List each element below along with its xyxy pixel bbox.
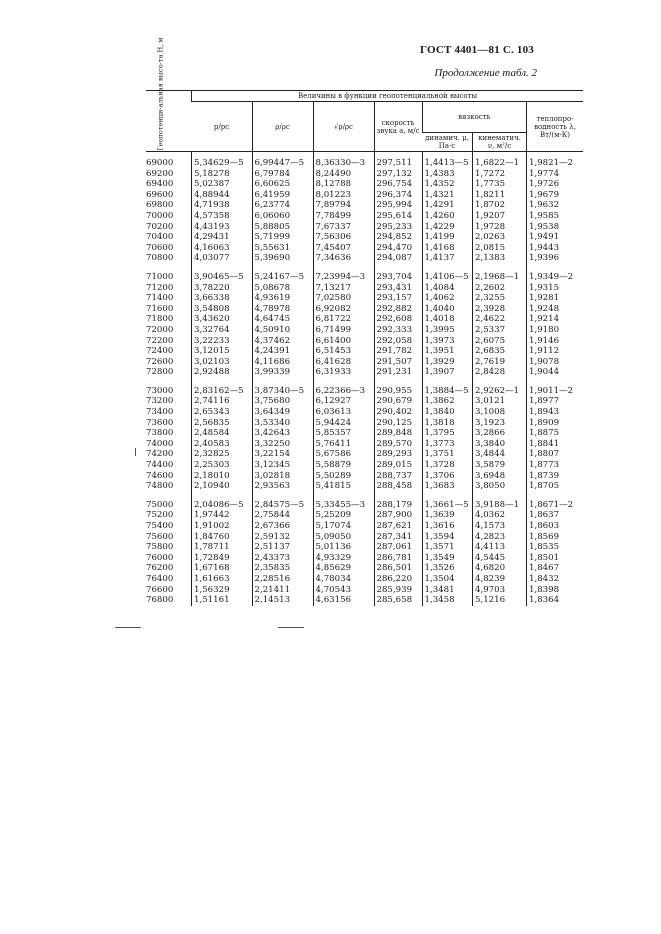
cell-sqrt-density-ratio: 7,23994—3 7,13217 7,02580 6,92082 6,81722 6,71499 6,61400 6,51453 6,41628 6,31933 bbox=[313, 264, 374, 378]
cell-density-ratio: 5,24167—5 5,08678 4,93619 4,78978 4,64745 4,50910 4,37462 4,24391 4,11686 3,99339 bbox=[252, 264, 313, 378]
cell-thermal-conductivity: 1,9011—2 1,8977 1,8943 1,8909 1,8875 1,8841 1,8807 1,8773 1,8739 1,8705 bbox=[527, 378, 584, 492]
cell-pressure-ratio: 3,90465—5 3,78220 3,66338 3,54808 3,43620 3,32764 3,22233 3,12015 3,02103 2,92488 bbox=[192, 264, 253, 378]
table-row bbox=[146, 378, 583, 492]
cell-pressure-ratio: 2,83162—5 2,74116 2,65343 2,56835 2,48584 2,40583 2,32825 2,25303 2,18010 2,10940 bbox=[192, 378, 253, 492]
col-header-kinematic-viscosity: кинематич. ν, м²/с bbox=[473, 133, 527, 152]
cell-kinematic-viscosity: 2,1968—1 2,2602 2,3255 2,3928 2,4622 2,5337 2,6075 2,6835 2,7619 2,8428 bbox=[473, 264, 527, 378]
cell-sound-speed: 288,179 287,900 287,621 287,341 287,061 286,781 286,501 286,220 285,939 285,658 bbox=[374, 492, 422, 606]
page-header: ГОСТ 4401—81 С. 103 bbox=[420, 44, 534, 56]
cell-sound-speed: 297,511 297,132 296,754 296,374 295,994 295,614 295,233 294,852 294,470 294,087 bbox=[374, 152, 422, 264]
cell-height: 71000 71200 71400 71600 71800 72000 72200 72400 72600 72800 bbox=[146, 271, 174, 378]
cell-kinematic-viscosity: 1,6822—1 1,7272 1,7735 1,8211 1,8702 1,9207 1,9728 2,0263 2,0815 2,1383 bbox=[473, 152, 527, 264]
cell-sound-speed: 293,704 293,431 293,157 292,882 292,608 292,333 292,058 291,782 291,507 291,231 bbox=[374, 264, 422, 378]
cell-thermal-conductivity: 1,8671—2 1,8637 1,8603 1,8569 1,8535 1,8501 1,8467 1,8432 1,8398 1,8364 bbox=[527, 492, 584, 606]
cell-sound-speed: 290,955 290,679 290,402 290,125 289,848 289,570 289,293 289,015 288,737 288,458 bbox=[374, 378, 422, 492]
cell-thermal-conductivity: 1,9349—2 1,9315 1,9281 1,9248 1,9214 1,9180 1,9146 1,9112 1,9078 1,9044 bbox=[527, 264, 584, 378]
col-header-sound-speed: скорость звука a, м/с bbox=[374, 102, 422, 152]
cell-pressure-ratio: 2,04086—5 1,97442 1,91002 1,84760 1,78711 1,72849 1,67168 1,61663 1,56329 1,51161 bbox=[192, 492, 253, 606]
col-group-title: Величины в функции геопотенциальной высоты bbox=[192, 91, 584, 102]
cell-sqrt-density-ratio: 6,22366—3 6,12927 6,03613 5,94424 5,85357 5,76411 5,67586 5,58879 5,50289 5,41815 bbox=[313, 378, 374, 492]
col-header-sqrt-density-ratio: √ρ/ρc bbox=[313, 102, 374, 152]
table-row bbox=[146, 264, 583, 378]
cell-dynamic-viscosity: 1,4413—5 1,4383 1,4352 1,4321 1,4291 1,4260 1,4229 1,4199 1,4168 1,4137 bbox=[422, 152, 473, 264]
cell-density-ratio: 3,87340—5 3,75680 3,64349 3,53340 3,42643 3,32250 3,22154 3,12345 3,02818 2,93563 bbox=[252, 378, 313, 492]
cell-kinematic-viscosity: 2,9262—1 3,0121 3,1008 3,1923 3,2866 3,3840 3,4844 3,5879 3,6948 3,8050 bbox=[473, 378, 527, 492]
col-header-viscosity: вязкость bbox=[422, 102, 527, 133]
col-header-height: Геопотенци-альная высо-та H, м bbox=[146, 91, 192, 152]
col-header-density-ratio: ρ/ρc bbox=[252, 102, 313, 152]
cell-kinematic-viscosity: 3,9188—1 4,0362 4,1573 4,2823 4,4113 4,5445 4,6820 4,8239 4,9703 5,1216 bbox=[473, 492, 527, 606]
footer-rule-left bbox=[115, 627, 141, 628]
cell-dynamic-viscosity: 1,3884—5 1,3862 1,3840 1,3818 1,3795 1,3773 1,3751 1,3728 1,3706 1,3683 bbox=[422, 378, 473, 492]
table-continuation-label: Продолжение табл. 2 bbox=[434, 67, 537, 79]
cell-density-ratio: 2,84575—5 2,75844 2,67366 2,59132 2,51137 2,43373 2,35835 2,28516 2,21411 2,14513 bbox=[252, 492, 313, 606]
cell-sqrt-density-ratio: 5,33455—3 5,25209 5,17074 5,09050 5,01136 4,93329 4,85629 4,78034 4,70543 4,63156 bbox=[313, 492, 374, 606]
cell-dynamic-viscosity: 1,3661—5 1,3639 1,3616 1,3594 1,3571 1,3549 1,3526 1,3504 1,3481 1,3458 bbox=[422, 492, 473, 606]
footer-rule-right bbox=[278, 627, 304, 628]
table-row-group bbox=[146, 378, 583, 492]
table-row-group bbox=[146, 264, 583, 378]
cell-height: 75000 75200 75400 75600 75800 76000 76200 76400 76600 76800 bbox=[146, 499, 174, 606]
cell-height: 69000 69200 69400 69600 69800 70000 70200 70400 70600 70800 bbox=[146, 158, 174, 264]
cell-sqrt-density-ratio: 8,36330—3 8,24490 8,12788 8,01223 7,89794 7,78499 7,67337 7,56306 7,45407 7,34636 bbox=[313, 152, 374, 264]
col-header-pressure-ratio: p/pc bbox=[192, 102, 253, 152]
cell-dynamic-viscosity: 1,4106—5 1,4084 1,4062 1,4040 1,4018 1,3995 1,3973 1,3951 1,3929 1,3907 bbox=[422, 264, 473, 378]
col-header-dynamic-viscosity: динамич. μ, Па·с bbox=[422, 133, 473, 152]
table-row bbox=[146, 152, 583, 264]
cell-pressure-ratio: 5,34629—5 5,18278 5,02387 4,88944 4,71938 4,57358 4,43193 4,29431 4,16063 4,03077 bbox=[192, 152, 253, 264]
margin-tick-mark bbox=[135, 448, 136, 456]
table-row-group bbox=[146, 152, 583, 264]
cell-density-ratio: 6,99447—5 6,79784 6,60625 6,41959 6,23774 6,06060 5,88805 5,71999 5,55631 5,39690 bbox=[252, 152, 313, 264]
table-row bbox=[146, 492, 583, 606]
table-row-group bbox=[146, 492, 583, 606]
col-header-thermal-conductivity: теплопро-водность λ, Вт/(м·К) bbox=[527, 102, 584, 152]
cell-thermal-conductivity: 1,9821—2 1,9774 1,9726 1,9679 1,9632 1,9585 1,9538 1,9491 1,9443 1,9396 bbox=[527, 152, 584, 264]
footer-rules bbox=[115, 627, 315, 629]
cell-height: 73000 73200 73400 73600 73800 74000 74200 74400 74600 74800 bbox=[146, 385, 174, 492]
